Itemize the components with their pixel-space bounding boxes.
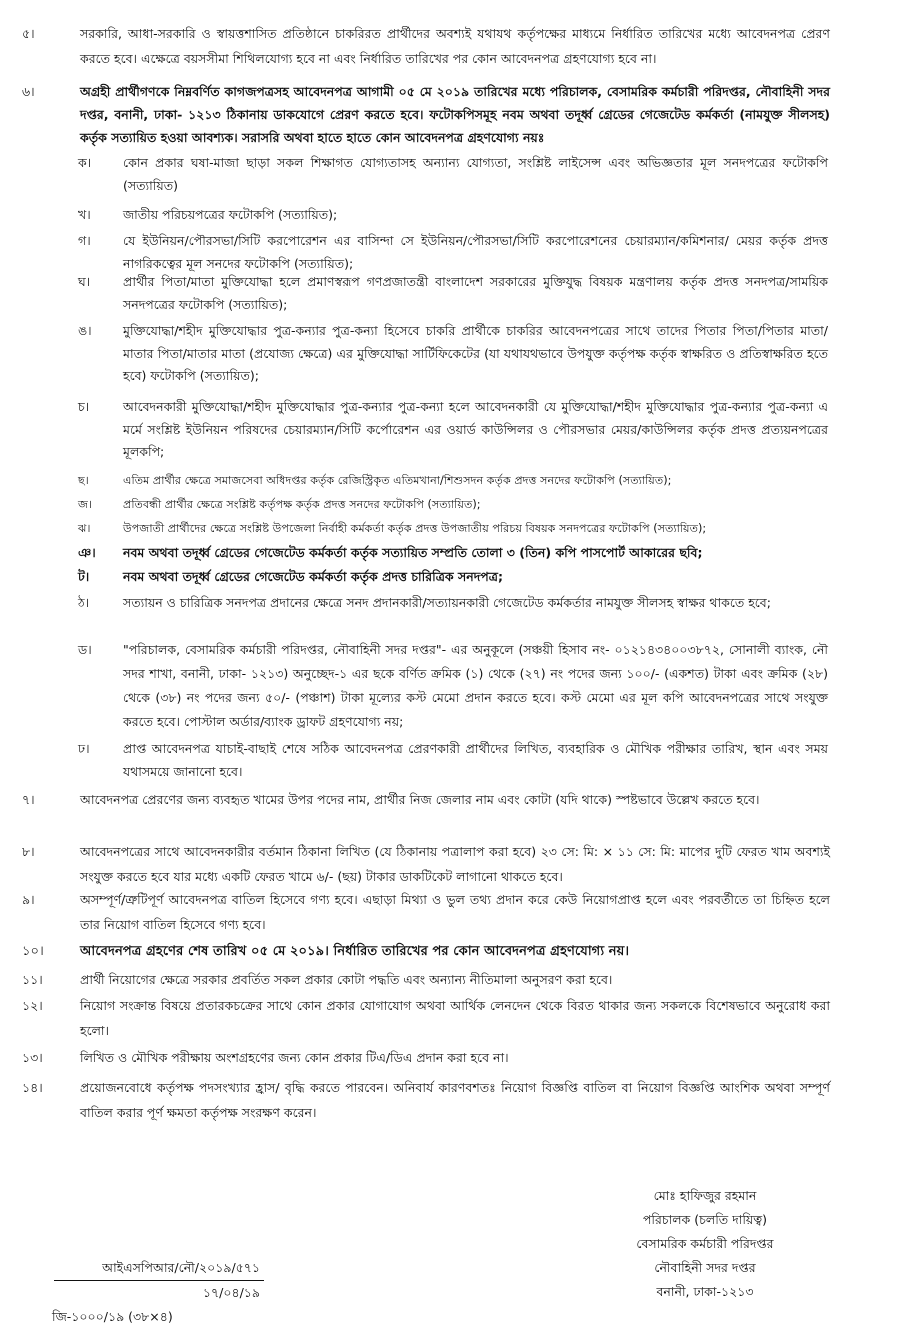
paragraph-9 — [22, 888, 830, 937]
paragraph-6 — [22, 80, 830, 149]
paragraph-text: অগ্রহী প্রার্থীগণকে নিম্নবর্ণিত কাগজপত্রসহ আবেদনপত্র আগামী ০৫ মে ২০১৯ তারিখের মধ্যে পরিচালক, বেসামরিক কর্মচারী পরিদপ্তর, নৌবাহিনী সদর দপ্তর, বনানী, ঢাকা- ১২১৩ ঠিকানায় ডাকযোগে প্রেরণ করতে হবে। ফটোকপিসমূহ নবম অথবা তদূর্ধ্ব গ্রেডের গেজেটেড কর্মকর্তা (নামযুক্ত সীলসহ) কর্তৃক সত্যায়িত হওয়া আবশ্যক। সরাসরি অথবা হাতে হাতে কোন আবেদনপত্র গ্রহণযোগ্য নয়ঃ — [80, 84, 830, 145]
memo-date: ১৭/০৪/১৯ — [202, 1285, 260, 1300]
signatory-name: মোঃ হাফিজুর রহমান — [653, 1188, 757, 1203]
subitem-text: কোন প্রকার ঘষা-মাজা ছাড়া সকল শিক্ষাগত যোগ্যতাসহ অন্যান্য যোগ্যতা, সংশ্লিষ্ট লাইসেন্স এবং অভিজ্ঞতার মূল সনদপত্রের ফটোকপি (সত্যায়িত) — [123, 155, 828, 193]
paragraph-8 — [22, 840, 830, 889]
paragraph-text: আবেদনপত্র প্রেরণের জন্য ব্যবহৃত খামের উপর পদের নাম, প্রার্থীর নিজ জেলার নাম এবং কোটা (যদি থাকে) স্পষ্টভাবে উল্লেখ করতে হবে। — [80, 792, 760, 807]
signatory-address: বনানী, ঢাকা-১২১৩ — [656, 1284, 754, 1299]
subitem-text: মুক্তিযোদ্ধা/শহীদ মুক্তিযোদ্ধার পুত্র-কন্যার পুত্র-কন্যা হিসেবে চাকরি প্রার্থীকে চাকরির আবেদনপত্রের সাথে তাদের পিতার পিতা/পিতার মাতা/মাতার পিতা/মাতার মাতা (প্রযোজ্য ক্ষেত্রে) এর মুক্তিযোদ্ধা সার্টিফিকেটের (যা যথাযথভাবে উপযুক্ত কর্তৃপক্ষ কর্তৃক স্বাক্ষরিত ও প্রতিস্বাক্ষরিত হতে হবে) ফটোকপি (সত্যায়িত); — [123, 323, 828, 383]
subitem-ja — [78, 494, 828, 517]
signatory-designation: পরিচালক (চলতি দায়িত্ব) — [642, 1212, 768, 1227]
subitem-cha — [78, 396, 828, 464]
paragraph-number: ৭। — [22, 792, 35, 807]
paragraph-text: আবেদনপত্র গ্রহণের শেষ তারিখ ০৫ মে ২০১৯। নির্ধারিত তারিখের পর কোন আবেদনপত্র গ্রহণযোগ্য নয়। — [80, 944, 630, 959]
subitem-ga — [78, 230, 828, 275]
subitem-gha — [78, 271, 828, 316]
paragraph-text: নিয়োগ সংক্রান্ত বিষয়ে প্রতারকচক্রের সাথে কোন প্রকার যোগাযোগ অথবা আর্থিক লেনদেন থেকে বিরত থাকার জন্য সকলকে বিশেষভাবে অনুরোধ করা হলো। — [80, 998, 830, 1038]
subitem-number: ঙ। — [78, 323, 92, 338]
subitem-text: নবম অথবা তদূর্ধ্ব গ্রেডের গেজেটেড কর্মকর্তা কর্তৃক সত্যায়িত সম্প্রতি তোলা ৩ (তিন) কপি পাসপোর্ট আকারের ছবি; — [123, 545, 703, 560]
subitem-number: চ। — [78, 399, 90, 414]
subitem-number: ঞ। — [78, 545, 96, 560]
paragraph-number: ৬। — [22, 84, 35, 99]
paragraph-text: অসম্পূর্ণ/ত্রুটিপূর্ণ আবেদনপত্র বাতিল হিসেবে গণ্য হবে। এছাড়া মিথ্যা ও ভুল তথ্য প্রদান করে কেউ নিয়োগপ্রাপ্ত হলে এবং পরবর্তীতে তা চিহ্নিত হলে তার নিয়োগ বাতিল হিসেবে গণ্য হবে। — [80, 892, 830, 932]
paragraph-number: ৫। — [22, 26, 35, 41]
subitem-jha — [78, 518, 828, 541]
memo-number: আইএসপিআর/নৌ/২০১৯/৫৭১ — [54, 1256, 264, 1281]
subitem-number: ক। — [78, 155, 92, 170]
paragraph-text: সরকারি, আধা-সরকারি ও স্বায়ত্তশাসিত প্রতিষ্ঠানে চাকরিরত প্রার্থীদের অবশ্যই যথাযথ কর্তৃপক্ষের মাধ্যমে নির্ধারিত তারিখের মধ্যে আবেদনপত্র প্রেরণ করতে হবে। এক্ষেত্রে বয়সসীমা শিথিলযোগ্য হবে না এবং নির্ধারিত তারিখের পর কোন আবেদনপত্র গ্রহণযোগ্য হবে না। — [80, 26, 830, 66]
subitem-tha — [78, 592, 828, 615]
subitem-umo — [78, 320, 828, 388]
paragraph-11 — [22, 968, 830, 993]
paragraph-14 — [22, 1076, 830, 1125]
subitem-number: ঢ। — [78, 741, 90, 756]
subitem-nya — [78, 542, 828, 565]
subitem-text: এতিম প্রার্থীর ক্ষেত্রে সমাজসেবা অধিদপ্তর কর্তৃক রেজিস্ট্রিকৃত এতিমখানা/শিশুসদন কর্তৃক প্রদত্ত সনদের ফটোকপি (সত্যায়িত); — [123, 474, 672, 487]
paragraph-text: আবেদনপত্রের সাথে আবেদনকারীর বর্তমান ঠিকানা লিখিত (যে ঠিকানায় পত্রালাপ করা হবে) ২৩ সে: মি: × ১১ সে: মি: মাপের দুটি ফেরত খাম অবশ্যই সংযুক্ত করতে হবে যার মধ্যে একটি ফেরত খামে ৬/- (ছয়) টাকার ডাকটিকেট লাগানো থাকতে হবে। — [80, 844, 830, 884]
subitem-ta — [78, 566, 828, 589]
subitem-number: ট। — [78, 569, 90, 584]
paragraph-5 — [22, 22, 830, 71]
subitem-chha — [78, 470, 828, 493]
subitem-number: খ। — [78, 207, 91, 222]
memo-reference — [54, 1256, 264, 1329]
paragraph-10 — [22, 940, 830, 965]
subitem-number: ঘ। — [78, 274, 91, 289]
subitem-text: উপজাতী প্রার্থীদের ক্ষেত্রে সংশ্লিষ্ট উপজেলা নির্বাহী কর্মকর্তা কর্তৃক প্রদত্ত উপজাতীয় পরিচয় বিষয়ক সনদপত্রের ফটোকপি (সত্যায়িত); — [123, 522, 707, 535]
subitem-text: নবম অথবা তদূর্ধ্ব গ্রেডের গেজেটেড কর্মকর্তা কর্তৃক প্রদত্ত চারিত্রিক সনদপত্র; — [123, 569, 503, 584]
subitem-text: সত্যায়ন ও চারিত্রিক সনদপত্র প্রদানের ক্ষেত্রে সনদ প্রদানকারী/সত্যায়নকারী গেজেটেড কর্মকর্তার নামযুক্ত সীলসহ স্বাক্ষর থাকতে হবে; — [123, 595, 771, 610]
paragraph-number: ১৪। — [22, 1080, 43, 1095]
subitem-number: ছ। — [78, 474, 89, 487]
subitem-number: ঠ। — [78, 595, 90, 610]
paragraph-text: লিখিত ও মৌখিক পরীক্ষায় অংশগ্রহণের জন্য কোন প্রকার টিএ/ডিএ প্রদান করা হবে না। — [80, 1050, 509, 1065]
subitem-kha — [78, 204, 828, 227]
subitem-text: প্রাপ্ত আবেদনপত্র যাচাই-বাছাই শেষে সঠিক আবেদনপত্র প্রেরণকারী প্রার্থীদের লিখিত, ব্যবহারিক ও মৌখিক পরীক্ষার তারিখ, স্থান এবং সময় যথাসময়ে জানানো হবে। — [123, 741, 828, 779]
subitem-text: যে ইউনিয়ন/পৌরসভা/সিটি করপোরেশন এর বাসিন্দা সে ইউনিয়ন/পৌরসভা/সিটি করপোরেশনের চেয়ারম্যান/কমিশনার/ মেয়র কর্তৃক প্রদত্ত নাগরিকত্বের মূল সনদের ফটোকপি (সত্যায়িত); — [123, 233, 828, 271]
subitem-number: গ। — [78, 233, 91, 248]
subitem-text: "পরিচালক, বেসামরিক কর্মচারী পরিদপ্তর, নৌবাহিনী সদর দপ্তর"- এর অনুকূলে (সঞ্চয়ী হিসাব নং- ০১২১৪৩৪০০৩৮৭২, সোনালী ব্যাংক, নৌ সদর শাখা, বনানী, ঢাকা- ১২১৩) অনুচ্ছেদ-১ এর ছকে বর্ণিত ক্রমিক (১) থেকে (২৭) নং পদের জন্য ১০০/- (একশত) টাকা এবং ক্রমিক (২৮) থেকে (৩৮) নং পদের জন্য ৫০/- (পঞ্চাশ) টাকা মূল্যের কস্ট মেমো প্রদান করতে হবে। কস্ট মেমো এর মূল কপি আবেদনপত্রের সাথে সংযুক্ত করতে হবে। পোস্টাল অর্ডার/ব্যাংক ড্রাফট গ্রহণযোগ্য নয়; — [123, 642, 828, 729]
subitem-ka — [78, 152, 828, 197]
subitem-text: প্রার্থীর পিতা/মাতা মুক্তিযোদ্ধা হলে প্রমাণস্বরূপ গণপ্রজাতন্ত্রী বাংলাদেশ সরকারের মুক্তিযুদ্ধ বিষয়ক মন্ত্রণালয় কর্তৃক প্রদত্ত সনদপত্র/সাময়িক সনদপত্রের ফটোকপি (সত্যায়িত); — [123, 274, 828, 312]
paragraph-number: ৯। — [22, 892, 35, 907]
signatory-hq: নৌবাহিনী সদর দপ্তর — [654, 1260, 756, 1275]
paragraph-text: প্রয়োজনবোধে কর্তৃপক্ষ পদসংখ্যার হ্রাস/ বৃদ্ধি করতে পারবেন। অনিবার্য কারণবশতঃ নিয়োগ বিজ্ঞপ্তি বাতিল বা নিয়োগ বিজ্ঞপ্তি আংশিক অথবা সম্পূর্ণ বাতিল করার পূর্ণ ক্ষমতা কর্তৃপক্ষ সংরক্ষণ করেন। — [80, 1080, 830, 1120]
paragraph-text: প্রার্থী নিয়োগের ক্ষেত্রে সরকার প্রবর্তিত সকল প্রকার কোটা পদ্ধতি এবং অন্যান্য নীতিমালা অনুসরণ করা হবে। — [80, 972, 613, 987]
paragraph-12 — [22, 994, 830, 1043]
signatory-office: বেসামরিক কর্মচারী পরিদপ্তর — [636, 1236, 774, 1251]
paragraph-number: ১০। — [22, 944, 44, 959]
subitem-number: ঝ। — [78, 522, 91, 535]
subitem-text: প্রতিবন্ধী প্রার্থীর ক্ষেত্রে সংশ্লিষ্ট কর্তৃপক্ষ কর্তৃক প্রদত্ত সনদের ফটোকপি (সত্যায়িত); — [123, 498, 481, 511]
signature-block — [610, 1184, 800, 1304]
subitem-da — [78, 638, 828, 734]
subitem-number: জ। — [78, 498, 93, 511]
print-code: জি-১০০০/১৯ (৩৮×৪) — [52, 1309, 173, 1324]
paragraph-7 — [22, 788, 830, 813]
paragraph-13 — [22, 1046, 830, 1071]
subitem-text: আবেদনকারী মুক্তিযোদ্ধা/শহীদ মুক্তিযোদ্ধার পুত্র-কন্যার পুত্র-কন্যা হলে আবেদনকারী যে মুক্তিযোদ্ধা/শহীদ মুক্তিযোদ্ধার পুত্র-কন্যার পুত্র-কন্যা এ মর্মে সংশ্লিষ্ট ইউনিয়ন পরিষদের চেয়ারম্যান/সিটি কর্পোরেশন এর ওয়ার্ড কাউন্সিলর ও পৌরসভার মেয়র/কাউন্সিলর কর্তৃক প্রদত্ত প্রত্যয়নপত্রের মূলকপি; — [123, 399, 828, 459]
paragraph-number: ১২। — [22, 998, 43, 1013]
paragraph-number: ১৩। — [22, 1050, 43, 1065]
subitem-dha — [78, 738, 828, 783]
paragraph-number: ১১। — [22, 972, 43, 987]
paragraph-number: ৮। — [22, 844, 35, 859]
subitem-number: ড। — [78, 642, 92, 657]
subitem-text: জাতীয় পরিচয়পত্রের ফটোকপি (সত্যায়িত); — [123, 207, 338, 222]
